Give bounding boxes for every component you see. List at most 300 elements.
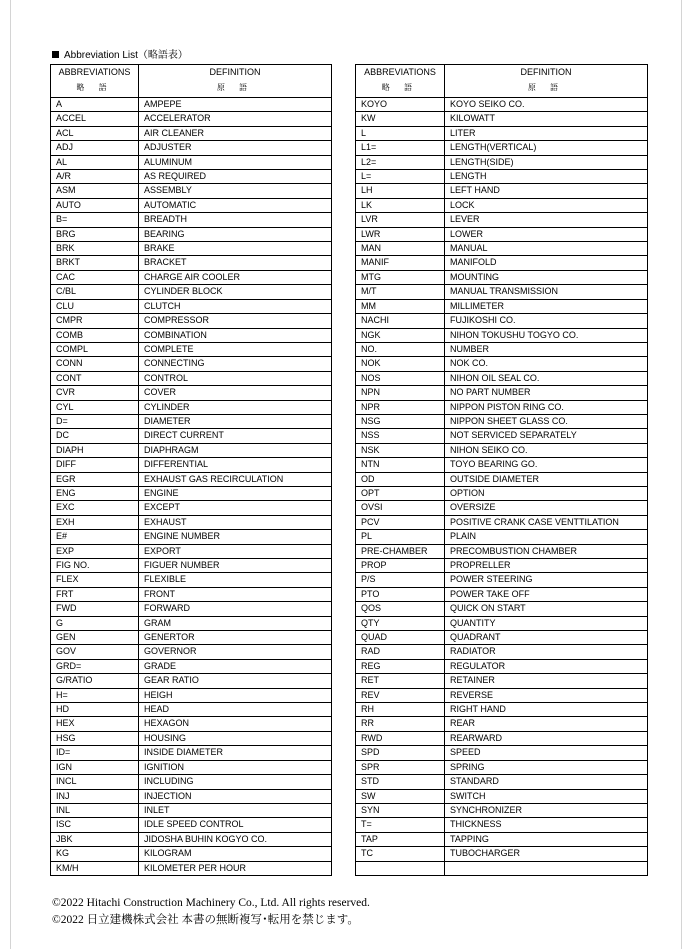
- definition-cell: BEARING: [139, 227, 332, 241]
- abbreviation-cell: GRD=: [51, 659, 139, 673]
- definition-cell: POWER TAKE OFF: [445, 587, 648, 601]
- definition-cell: OPTION: [445, 486, 648, 500]
- abbreviation-cell: JBK: [51, 832, 139, 846]
- table-row: [356, 731, 648, 745]
- table-row: [51, 198, 332, 212]
- table-row: [51, 285, 332, 299]
- definition-cell: KILOMETER PER HOUR: [139, 861, 332, 875]
- table-row: [356, 126, 648, 140]
- table-row: [356, 818, 648, 832]
- definition-cell: KILOWATT: [445, 112, 648, 126]
- abbreviation-cell: KOYO: [356, 98, 445, 112]
- abbreviation-cell: DIFF: [51, 458, 139, 472]
- abbreviation-cell: ADJ: [51, 141, 139, 155]
- abbreviation-cell: NACHI: [356, 314, 445, 328]
- definition-cell: SWITCH: [445, 789, 648, 803]
- abbreviation-cell: ACCEL: [51, 112, 139, 126]
- table-row: [51, 458, 332, 472]
- definition-cell: AUTOMATIC: [139, 198, 332, 212]
- definition-cell: NIHON TOKUSHU TOGYO CO.: [445, 328, 648, 342]
- abbreviations-header: ABBREVIATIONS: [51, 65, 139, 80]
- definition-cell: TUBOCHARGER: [445, 847, 648, 861]
- page-heading: [52, 49, 188, 62]
- abbreviation-cell: BRKT: [51, 256, 139, 270]
- definition-cell: HEIGH: [139, 688, 332, 702]
- definition-cell: POSITIVE CRANK CASE VENTTILATION: [445, 515, 648, 529]
- table-row: [356, 400, 648, 414]
- table-row: [51, 443, 332, 457]
- definition-header: DEFINITION: [209, 67, 261, 77]
- abbreviation-cell: COMB: [51, 328, 139, 342]
- abbreviation-cell: RR: [356, 717, 445, 731]
- abbreviation-cell: INJ: [51, 789, 139, 803]
- table-row: [51, 112, 332, 126]
- definition-cell: LENGTH: [445, 170, 648, 184]
- table-row: [51, 688, 332, 702]
- table-row: [51, 242, 332, 256]
- table-row: [51, 270, 332, 284]
- abbreviation-cell: SPD: [356, 746, 445, 760]
- abbreviation-table-left: [50, 64, 332, 876]
- definition-cell: FLEXIBLE: [139, 573, 332, 587]
- table-row: [356, 242, 648, 256]
- table-row: [356, 587, 648, 601]
- table-row: [51, 213, 332, 227]
- table-body-right: [356, 98, 648, 876]
- abbreviation-cell: PL: [356, 530, 445, 544]
- abbreviation-cell: B=: [51, 213, 139, 227]
- abbreviation-cell: [356, 861, 445, 875]
- definition-cell: TOYO BEARING GO.: [445, 458, 648, 472]
- definition-cell: HEXAGON: [139, 717, 332, 731]
- table-row: [356, 775, 648, 789]
- table-row: [51, 386, 332, 400]
- abbreviations-header: ABBREVIATIONS: [356, 65, 445, 80]
- abbreviation-cell: FWD: [51, 602, 139, 616]
- definition-cell: CONTROL: [139, 371, 332, 385]
- definition-cell: NO PART NUMBER: [445, 386, 648, 400]
- abbreviation-cell: CONN: [51, 357, 139, 371]
- abbreviation-cell: RET: [356, 674, 445, 688]
- table-row: [356, 847, 648, 861]
- definition-cell: GENERTOR: [139, 631, 332, 645]
- table-row: [51, 818, 332, 832]
- table-row: [356, 472, 648, 486]
- definition-cell: RIGHT HAND: [445, 703, 648, 717]
- table-row: [356, 832, 648, 846]
- table-row: [356, 659, 648, 673]
- abbreviation-cell: GOV: [51, 645, 139, 659]
- abbreviation-cell: NSK: [356, 443, 445, 457]
- table-row: [356, 198, 648, 212]
- table-row: [51, 155, 332, 169]
- definition-cell: MANIFOLD: [445, 256, 648, 270]
- table-row: [51, 429, 332, 443]
- table-row: [356, 486, 648, 500]
- table-row: [51, 559, 332, 573]
- table-row: [356, 544, 648, 558]
- abbreviation-cell: RWD: [356, 731, 445, 745]
- table-row: [356, 443, 648, 457]
- copyright-english: ©2022 Hitachi Construction Machinery Co., Ltd. All rights reserved.: [52, 897, 370, 909]
- abbreviation-cell: GEN: [51, 631, 139, 645]
- abbreviation-cell: FRT: [51, 587, 139, 601]
- definition-cell: INLET: [139, 803, 332, 817]
- table-row: [51, 501, 332, 515]
- table-row: [356, 357, 648, 371]
- abbreviation-cell: CYL: [51, 400, 139, 414]
- abbreviation-cell: INL: [51, 803, 139, 817]
- table-row: [51, 573, 332, 587]
- table-row: [51, 861, 332, 875]
- abbreviation-cell: ENG: [51, 486, 139, 500]
- definition-header-ja: 原 語: [445, 79, 648, 98]
- table-row: [51, 414, 332, 428]
- abbreviation-cell: CVR: [51, 386, 139, 400]
- definition-cell: REVERSE: [445, 688, 648, 702]
- definition-cell: SPEED: [445, 746, 648, 760]
- abbreviation-cell: MANIF: [356, 256, 445, 270]
- abbreviation-cell: NSS: [356, 429, 445, 443]
- table-row: [51, 126, 332, 140]
- definition-cell: STANDARD: [445, 775, 648, 789]
- definition-cell: NIHON SEIKO CO.: [445, 443, 648, 457]
- definition-cell: COMPRESSOR: [139, 314, 332, 328]
- table-row: [356, 515, 648, 529]
- definition-cell: CYLINDER: [139, 400, 332, 414]
- definition-cell: LENGTH(VERTICAL): [445, 141, 648, 155]
- abbreviation-cell: C/BL: [51, 285, 139, 299]
- abbreviation-cell: BRG: [51, 227, 139, 241]
- abbreviation-cell: KW: [356, 112, 445, 126]
- definition-cell: HOUSING: [139, 731, 332, 745]
- definition-cell: FORWARD: [139, 602, 332, 616]
- definition-cell: AMPEPE: [139, 98, 332, 112]
- definition-cell: PLAIN: [445, 530, 648, 544]
- abbreviation-cell: NO.: [356, 342, 445, 356]
- heading-text: Abbreviation List（略語表）: [64, 50, 188, 61]
- table-row: [356, 342, 648, 356]
- definition-cell: ASSEMBLY: [139, 184, 332, 198]
- abbreviation-cell: M/T: [356, 285, 445, 299]
- abbreviation-cell: P/S: [356, 573, 445, 587]
- definition-cell: DIFFERENTIAL: [139, 458, 332, 472]
- abbreviations-header-ja: 略 語: [51, 79, 139, 98]
- definition-cell: NIHON OIL SEAL CO.: [445, 371, 648, 385]
- definition-cell: MOUNTING: [445, 270, 648, 284]
- table-row: [356, 328, 648, 342]
- table-row: [356, 501, 648, 515]
- definition-cell: NIPPON SHEET GLASS CO.: [445, 414, 648, 428]
- abbreviation-cell: T=: [356, 818, 445, 832]
- abbreviation-cell: OVSI: [356, 501, 445, 515]
- abbreviation-cell: A: [51, 98, 139, 112]
- abbreviation-cell: EXP: [51, 544, 139, 558]
- table-row: [51, 832, 332, 846]
- definition-cell: EXPORT: [139, 544, 332, 558]
- definition-cell: LOCK: [445, 198, 648, 212]
- abbreviation-cell: KM/H: [51, 861, 139, 875]
- abbreviation-cell: CLU: [51, 299, 139, 313]
- abbreviation-cell: FLEX: [51, 573, 139, 587]
- abbreviation-cell: MTG: [356, 270, 445, 284]
- definition-cell: CLUTCH: [139, 299, 332, 313]
- table-row: [51, 357, 332, 371]
- table-row: [51, 170, 332, 184]
- table-row: [51, 141, 332, 155]
- table-row: [51, 731, 332, 745]
- definition-cell: MANUAL: [445, 242, 648, 256]
- table-row: [356, 760, 648, 774]
- table-row: [51, 847, 332, 861]
- abbreviation-cell: FIG NO.: [51, 559, 139, 573]
- abbreviation-cell: AUTO: [51, 198, 139, 212]
- definition-cell: LEFT HAND: [445, 184, 648, 198]
- table-row: [51, 486, 332, 500]
- table-row: [356, 573, 648, 587]
- abbreviation-cell: NPR: [356, 400, 445, 414]
- definition-cell: NUMBER: [445, 342, 648, 356]
- definition-cell: LOWER: [445, 227, 648, 241]
- definition-cell: DIAMETER: [139, 414, 332, 428]
- table-row: [356, 429, 648, 443]
- definition-cell: OVERSIZE: [445, 501, 648, 515]
- table-row: [356, 371, 648, 385]
- table-row: [356, 458, 648, 472]
- abbreviation-cell: ACL: [51, 126, 139, 140]
- abbreviation-cell: NPN: [356, 386, 445, 400]
- definition-cell: BRAKE: [139, 242, 332, 256]
- definition-cell: POWER STEERING: [445, 573, 648, 587]
- abbreviation-cell: RAD: [356, 645, 445, 659]
- definition-cell: AS REQUIRED: [139, 170, 332, 184]
- definition-cell: KILOGRAM: [139, 847, 332, 861]
- abbreviation-cell: L2=: [356, 155, 445, 169]
- definition-cell: AIR CLEANER: [139, 126, 332, 140]
- abbreviation-cell: CMPR: [51, 314, 139, 328]
- abbreviation-cell: L: [356, 126, 445, 140]
- abbreviations-header-ja: 略 語: [356, 79, 445, 98]
- abbreviation-cell: EXC: [51, 501, 139, 515]
- table-row: [51, 299, 332, 313]
- abbreviation-cell: ISC: [51, 818, 139, 832]
- abbreviation-cell: DIAPH: [51, 443, 139, 457]
- copyright-japanese: ©2022 日立建機株式会社 本書の無断複写･転用を禁じます。: [52, 914, 359, 926]
- table-row: [51, 659, 332, 673]
- definition-cell: ENGINE: [139, 486, 332, 500]
- table-row: [51, 746, 332, 760]
- definition-cell: INJECTION: [139, 789, 332, 803]
- definition-cell: CYLINDER BLOCK: [139, 285, 332, 299]
- definition-cell: LENGTH(SIDE): [445, 155, 648, 169]
- table-row: [356, 861, 648, 875]
- table-row: [356, 674, 648, 688]
- table-row: [51, 342, 332, 356]
- definition-cell: KOYO SEIKO CO.: [445, 98, 648, 112]
- abbreviation-cell: SPR: [356, 760, 445, 774]
- abbreviation-cell: BRK: [51, 242, 139, 256]
- abbreviation-cell: DC: [51, 429, 139, 443]
- table-row: [356, 559, 648, 573]
- abbreviation-cell: NOS: [356, 371, 445, 385]
- table-row: [356, 803, 648, 817]
- table-row: [51, 789, 332, 803]
- abbreviation-cell: CAC: [51, 270, 139, 284]
- abbreviation-cell: KG: [51, 847, 139, 861]
- abbreviation-cell: REG: [356, 659, 445, 673]
- abbreviation-cell: STD: [356, 775, 445, 789]
- table-row: [51, 544, 332, 558]
- abbreviation-table-right: [355, 64, 648, 876]
- table-row: [356, 616, 648, 630]
- table-row: [356, 170, 648, 184]
- definition-cell: INSIDE DIAMETER: [139, 746, 332, 760]
- table-row: [356, 270, 648, 284]
- table-row: [51, 760, 332, 774]
- definition-cell: OUTSIDE DIAMETER: [445, 472, 648, 486]
- abbreviation-cell: TAP: [356, 832, 445, 846]
- abbreviation-cell: ASM: [51, 184, 139, 198]
- table-row: [51, 328, 332, 342]
- table-row: [356, 112, 648, 126]
- definition-cell: EXHAUST GAS RECIRCULATION: [139, 472, 332, 486]
- table-row: [356, 299, 648, 313]
- abbreviation-cell: HD: [51, 703, 139, 717]
- table-row: [51, 616, 332, 630]
- table-row: [356, 184, 648, 198]
- table-row: [356, 213, 648, 227]
- definition-cell: EXCEPT: [139, 501, 332, 515]
- table-row: [51, 674, 332, 688]
- table-row: [51, 371, 332, 385]
- definition-cell: ADJUSTER: [139, 141, 332, 155]
- definition-cell: NIPPON PISTON RING CO.: [445, 400, 648, 414]
- square-bullet-icon: [52, 51, 59, 58]
- abbreviation-cell: NOK: [356, 357, 445, 371]
- table-row: [356, 703, 648, 717]
- table-row: [356, 645, 648, 659]
- definition-cell: ALUMINUM: [139, 155, 332, 169]
- definition-cell: QUICK ON START: [445, 602, 648, 616]
- definition-cell: COVER: [139, 386, 332, 400]
- table-row: [356, 314, 648, 328]
- definition-cell: QUANTITY: [445, 616, 648, 630]
- table-row: [356, 746, 648, 760]
- table-row: [51, 587, 332, 601]
- abbreviation-cell: COMPL: [51, 342, 139, 356]
- table-row: [51, 472, 332, 486]
- abbreviation-cell: INCL: [51, 775, 139, 789]
- abbreviation-cell: MAN: [356, 242, 445, 256]
- definition-cell: DIAPHRAGM: [139, 443, 332, 457]
- abbreviation-cell: E#: [51, 530, 139, 544]
- abbreviation-cell: L1=: [356, 141, 445, 155]
- abbreviation-cell: HEX: [51, 717, 139, 731]
- table-row: [51, 515, 332, 529]
- abbreviation-cell: ID=: [51, 746, 139, 760]
- abbreviation-cell: PCV: [356, 515, 445, 529]
- definition-cell: REGULATOR: [445, 659, 648, 673]
- definition-cell: BREADTH: [139, 213, 332, 227]
- definition-cell: QUADRANT: [445, 631, 648, 645]
- table-row: [356, 631, 648, 645]
- table-row: [51, 775, 332, 789]
- abbreviation-cell: REV: [356, 688, 445, 702]
- definition-cell: CHARGE AIR COOLER: [139, 270, 332, 284]
- abbreviation-cell: PTO: [356, 587, 445, 601]
- definition-cell: TAPPING: [445, 832, 648, 846]
- table-row: [51, 256, 332, 270]
- definition-cell: IDLE SPEED CONTROL: [139, 818, 332, 832]
- table-row: [356, 386, 648, 400]
- abbreviation-cell: MM: [356, 299, 445, 313]
- definition-cell: MILLIMETER: [445, 299, 648, 313]
- definition-cell: COMPLETE: [139, 342, 332, 356]
- abbreviation-cell: CONT: [51, 371, 139, 385]
- abbreviation-cell: G: [51, 616, 139, 630]
- abbreviation-cell: L=: [356, 170, 445, 184]
- table-row: [356, 602, 648, 616]
- definition-cell: NOK CO.: [445, 357, 648, 371]
- abbreviation-cell: LK: [356, 198, 445, 212]
- definition-cell: MANUAL TRANSMISSION: [445, 285, 648, 299]
- abbreviation-cell: G/RATIO: [51, 674, 139, 688]
- definition-cell: NOT SERVICED SEPARATELY: [445, 429, 648, 443]
- definition-cell: ENGINE NUMBER: [139, 530, 332, 544]
- table-row: [51, 227, 332, 241]
- table-row: [51, 98, 332, 112]
- table-row: [51, 314, 332, 328]
- definition-cell: RETAINER: [445, 674, 648, 688]
- table-row: [51, 530, 332, 544]
- abbreviation-cell: AL: [51, 155, 139, 169]
- definition-cell: LEVER: [445, 213, 648, 227]
- table-row: [51, 717, 332, 731]
- definition-cell: FRONT: [139, 587, 332, 601]
- definition-cell: SPRING: [445, 760, 648, 774]
- table-row: [356, 141, 648, 155]
- definition-cell: FIGUER NUMBER: [139, 559, 332, 573]
- definition-cell: RADIATOR: [445, 645, 648, 659]
- definition-cell: LITER: [445, 126, 648, 140]
- abbreviation-cell: OPT: [356, 486, 445, 500]
- definition-cell: GOVERNOR: [139, 645, 332, 659]
- definition-cell: INCLUDING: [139, 775, 332, 789]
- table-row: [51, 703, 332, 717]
- abbreviation-cell: D=: [51, 414, 139, 428]
- abbreviation-cell: NTN: [356, 458, 445, 472]
- definition-cell: REARWARD: [445, 731, 648, 745]
- table-row: [356, 789, 648, 803]
- definition-cell: ACCELERATOR: [139, 112, 332, 126]
- abbreviation-cell: TC: [356, 847, 445, 861]
- table-row: [51, 400, 332, 414]
- abbreviation-cell: SYN: [356, 803, 445, 817]
- abbreviation-cell: QOS: [356, 602, 445, 616]
- table-row: [356, 414, 648, 428]
- definition-cell: HEAD: [139, 703, 332, 717]
- definition-header: DEFINITION: [520, 67, 572, 77]
- abbreviation-cell: IGN: [51, 760, 139, 774]
- table-row: [356, 227, 648, 241]
- table-row: [356, 717, 648, 731]
- table-row: [51, 645, 332, 659]
- definition-cell: EXHAUST: [139, 515, 332, 529]
- abbreviation-cell: RH: [356, 703, 445, 717]
- table-row: [356, 688, 648, 702]
- table-row: [51, 184, 332, 198]
- abbreviation-cell: NGK: [356, 328, 445, 342]
